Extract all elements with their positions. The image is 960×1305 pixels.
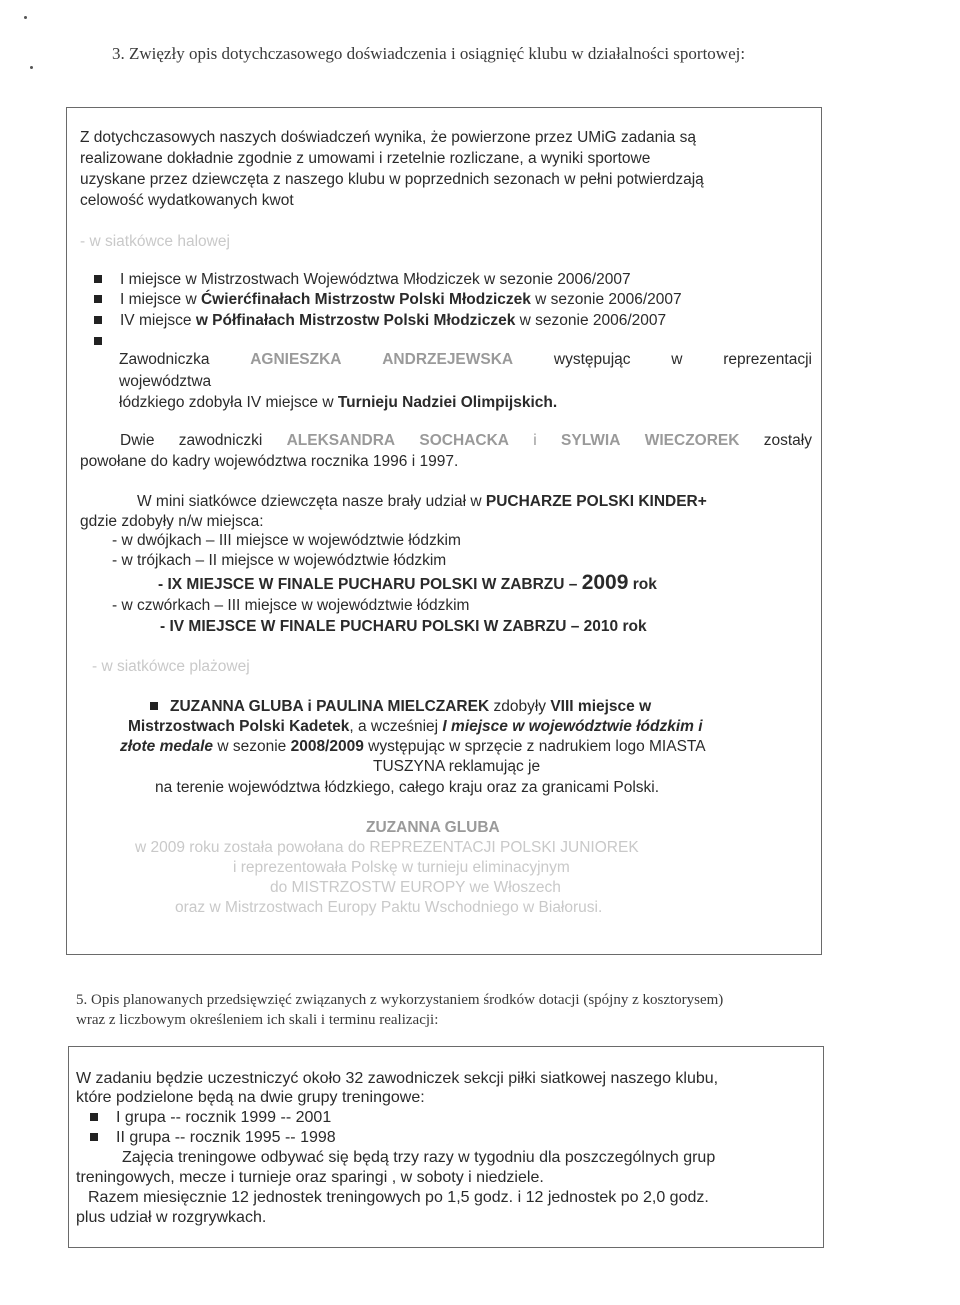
gluba-name: ZUZANNA GLUBA bbox=[366, 819, 500, 836]
two-players-line: Dwie zawodniczki ALEKSANDRA SOCHACKA i SYLWIA WIECZOREK zostały bbox=[120, 432, 812, 449]
bullet-square-icon bbox=[150, 702, 158, 710]
bullet-square-icon bbox=[94, 295, 102, 303]
mini-volleyball-line: W mini siatkówce dziewczęta nasze brały udział w PUCHARZE POLSKI KINDER+ bbox=[137, 493, 707, 510]
bullet-square-icon bbox=[90, 1133, 98, 1141]
mini-volleyball-line: - IX MIEJSCE W FINALE PUCHARU POLSKI W ZABRZU – 2009 rok bbox=[158, 571, 657, 594]
training-group: I grupa -- rocznik 1999 -- 2001 bbox=[90, 1108, 331, 1128]
training-group: II grupa -- rocznik 1995 -- 1998 bbox=[90, 1128, 336, 1148]
scan-mark bbox=[30, 66, 33, 69]
mini-volleyball-line: - w dwójkach – III miejsce w województwie łódzkim bbox=[112, 532, 461, 549]
achievement-item: IV miejsce w Półfinałach Mistrzostw Polski Młodziczek w sezonie 2006/2007 bbox=[94, 311, 666, 331]
plan-line: które podzielone będą na dwie grupy treningowe: bbox=[76, 1089, 425, 1106]
scan-mark bbox=[24, 16, 27, 19]
plan-line: treningowych, mecze i turnieje oraz sparingi , w soboty i niedziele. bbox=[76, 1169, 544, 1186]
mini-volleyball-line: gdzie zdobyły n/w miejsca: bbox=[80, 513, 264, 530]
bullet-square-icon bbox=[94, 337, 102, 345]
bullet-square-icon bbox=[90, 1113, 98, 1121]
plan-line: Zajęcia treningowe odbywać się będą trzy razy w tygodniu dla poszczególnych grup bbox=[122, 1149, 716, 1166]
beach-achievement-line: ZUZANNA GLUBA i PAULINA MIELCZAREK zdobyły VIII miejsce w bbox=[150, 697, 651, 717]
section-5-heading: 5. Opis planowanych przedsięwzięć związanych z wykorzystaniem środków dotacji (spójny z kosztorysem) wraz z liczbowym określeniem ich skali i terminu realizacji: bbox=[76, 992, 724, 1028]
player-paragraph-line: województwa bbox=[119, 373, 212, 390]
gluba-line: do MISTRZOSTW EUROPY we Włoszech bbox=[270, 879, 561, 896]
mini-volleyball-line: - w czwórkach – III miejsce w województwie łódzkim bbox=[112, 597, 470, 614]
plan-line: W zadaniu będzie uczestniczyć około 32 zawodniczek sekcji piłki siatkowej naszego klubu, bbox=[76, 1070, 719, 1087]
player-paragraph-line: Zawodniczka AGNIESZKA ANDRZEJEWSKA występując w reprezentacji bbox=[119, 351, 812, 368]
intro-line: uzyskane przez dziewczęta z naszego klubu w poprzednich sezonach w pełni potwierdzają bbox=[80, 171, 704, 188]
intro-line: Z dotychczasowych naszych doświadczeń wynika, że powierzone przez UMiG zadania są bbox=[80, 129, 696, 146]
beach-achievement-line: Mistrzostwach Polski Kadetek, a wcześniej I miejsce w województwie łódzkim i bbox=[128, 718, 703, 735]
achievement-item: I miejsce w Mistrzostwach Województwa Młodziczek w sezonie 2006/2007 bbox=[94, 270, 631, 290]
beach-achievement-line: TUSZYNA reklamując je bbox=[373, 758, 541, 775]
beach-achievement-line: złote medale w sezonie 2008/2009 występując w sprzęcie z nadrukiem logo MIASTA bbox=[120, 738, 706, 755]
gluba-line: oraz w Mistrzostwach Europy Paktu Wschodniego w Białorusi. bbox=[175, 899, 603, 916]
plan-line: plus udział w rozgrywkach. bbox=[76, 1209, 267, 1226]
gluba-line: w 2009 roku została powołana do REPREZENTACJI POLSKI JUNIOREK bbox=[135, 839, 639, 856]
section-3-heading: 3. Zwięzły opis dotychczasowego doświadczenia i osiągnięć klubu w działalności sportowej: bbox=[112, 44, 746, 63]
player-paragraph-line: łódzkiego zdobyła IV miejsce w Turnieju Nadziei Olimpijskich. bbox=[119, 394, 558, 411]
beach-volleyball-label: - w siatkówce plażowej bbox=[92, 658, 250, 675]
gluba-line: i reprezentowała Polskę w turnieju eliminacyjnym bbox=[233, 859, 570, 876]
achievement-item: I miejsce w Ćwierćfinałach Mistrzostw Polski Młodziczek w sezonie 2006/2007 bbox=[94, 290, 682, 310]
beach-achievement-line: na terenie województwa łódzkiego, całego kraju oraz za granicami Polski. bbox=[155, 779, 660, 796]
bullet-square-icon bbox=[94, 316, 102, 324]
mini-volleyball-line: - IV MIEJSCE W FINALE PUCHARU POLSKI W ZABRZU – 2010 rok bbox=[160, 618, 647, 635]
intro-line: celowość wydatkowanych kwot bbox=[80, 192, 294, 209]
mini-volleyball-line: - w trójkach – II miejsce w województwie łódzkim bbox=[112, 552, 447, 569]
indoor-volleyball-label: - w siatkówce halowej bbox=[80, 233, 230, 250]
intro-line: realizowane dokładnie zgodnie z umowami i rzetelnie rozliczane, a wyniki sportowe bbox=[80, 150, 651, 167]
two-players-line: powołane do kadry województwa rocznika 1996 i 1997. bbox=[80, 453, 459, 470]
bullet-square-icon bbox=[94, 275, 102, 283]
plan-line: Razem miesięcznie 12 jednostek treningowych po 1,5 godz. i 12 jednostek po 2,0 godz. bbox=[88, 1189, 709, 1206]
